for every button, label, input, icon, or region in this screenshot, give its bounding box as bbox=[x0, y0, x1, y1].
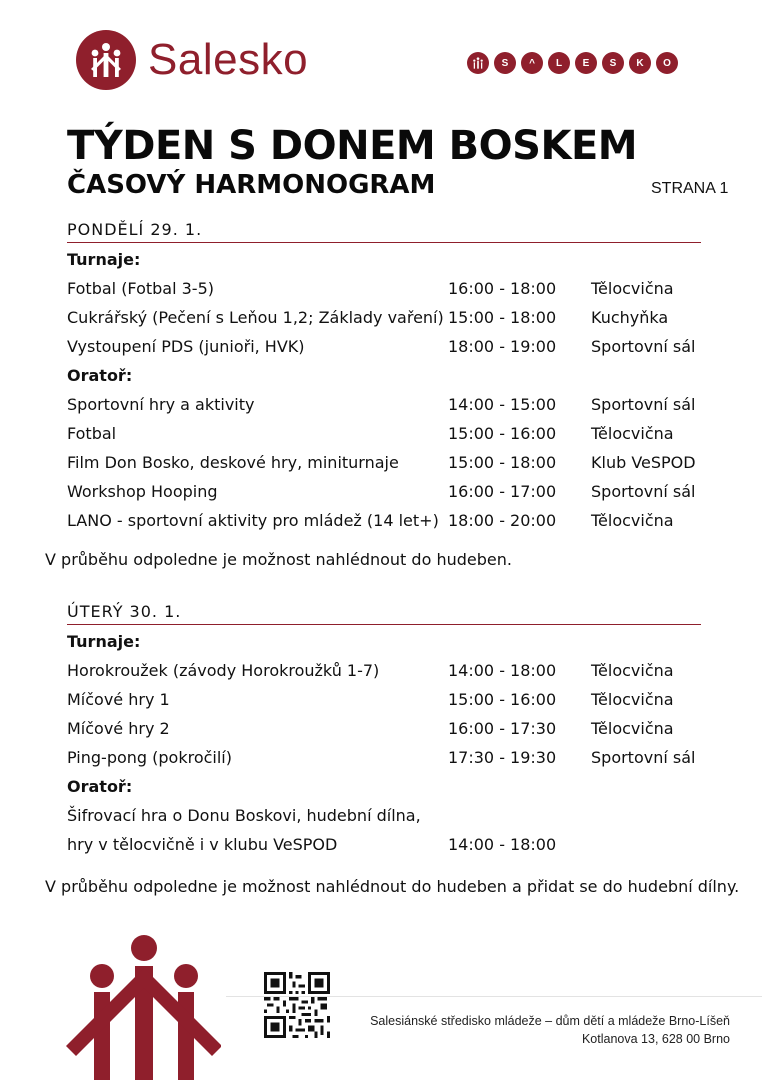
schedule-row bbox=[67, 719, 727, 743]
event-time: 18:00 - 20:00 bbox=[448, 511, 557, 530]
event-time: 16:00 - 17:30 bbox=[448, 719, 557, 738]
people-icon bbox=[467, 52, 489, 74]
event-name: LANO - sportovní aktivity pro mládež (14 let+) bbox=[67, 511, 439, 530]
event-time: 15:00 - 18:00 bbox=[448, 308, 557, 327]
category-label: Turnaje: bbox=[67, 632, 141, 651]
brand-dot: O bbox=[656, 52, 678, 74]
event-time: 18:00 - 19:00 bbox=[448, 337, 557, 356]
brand-dot: S bbox=[602, 52, 624, 74]
day-heading-tuesday: ÚTERÝ 30. 1. bbox=[67, 602, 182, 621]
schedule-row bbox=[67, 395, 727, 419]
event-name: Film Don Bosko, deskové hry, miniturnaje bbox=[67, 453, 399, 472]
event-time: 16:00 - 18:00 bbox=[448, 279, 557, 298]
schedule-row bbox=[67, 748, 727, 772]
brand-dot: L bbox=[548, 52, 570, 74]
event-name: Míčové hry 1 bbox=[67, 690, 170, 709]
event-name: hry v tělocvičně i v klubu VeSPOD bbox=[67, 835, 338, 854]
event-place: Kuchyňka bbox=[591, 308, 669, 327]
event-place: Tělocvična bbox=[591, 511, 674, 530]
schedule-row bbox=[67, 337, 727, 361]
brand-dots bbox=[467, 52, 683, 74]
event-place: Tělocvična bbox=[591, 424, 674, 443]
day-note: V průběhu odpoledne je možnost nahlédnout do hudeben. bbox=[45, 550, 512, 569]
people-icon bbox=[66, 934, 221, 1080]
org-name: Salesiánské středisko mládeže – dům dětí a mládeže Brno-Líšeň bbox=[370, 1014, 730, 1028]
divider bbox=[67, 624, 701, 625]
day-note: V průběhu odpoledne je možnost nahlédnout do hudeben a přidat se do hudební dílny. bbox=[45, 877, 740, 896]
salesko-logo bbox=[76, 30, 308, 90]
event-place: Sportovní sál bbox=[591, 482, 696, 501]
event-time: 15:00 - 16:00 bbox=[448, 424, 557, 443]
schedule-row bbox=[67, 482, 727, 506]
schedule-row bbox=[67, 308, 727, 332]
category-label: Oratoř: bbox=[67, 366, 133, 385]
event-place: Tělocvična bbox=[591, 690, 674, 709]
event-name: Workshop Hooping bbox=[67, 482, 218, 501]
event-place: Tělocvična bbox=[591, 279, 674, 298]
category-label: Turnaje: bbox=[67, 250, 141, 269]
event-time: 17:30 - 19:30 bbox=[448, 748, 557, 767]
brand-dot: K bbox=[629, 52, 651, 74]
event-time: 15:00 - 16:00 bbox=[448, 690, 557, 709]
event-place: Klub VeSPOD bbox=[591, 453, 696, 472]
event-name: Fotbal bbox=[67, 424, 117, 443]
schedule-row bbox=[67, 279, 727, 303]
brand-dot: E bbox=[575, 52, 597, 74]
page-title: TÝDEN S DONEM BOSKEM bbox=[67, 123, 638, 169]
event-place: Sportovní sál bbox=[591, 748, 696, 767]
organization-info bbox=[370, 1012, 730, 1048]
event-place: Tělocvična bbox=[591, 719, 674, 738]
event-place: Tělocvična bbox=[591, 661, 674, 680]
footer-divider bbox=[226, 996, 762, 997]
brand-dot: S bbox=[494, 52, 516, 74]
event-time: 14:00 - 18:00 bbox=[448, 835, 557, 854]
day-heading-monday: PONDĚLÍ 29. 1. bbox=[67, 220, 203, 239]
event-place: Sportovní sál bbox=[591, 395, 696, 414]
event-name: Míčové hry 2 bbox=[67, 719, 170, 738]
event-time: 14:00 - 15:00 bbox=[448, 395, 557, 414]
schedule-row bbox=[67, 511, 727, 535]
brand-name: Salesko bbox=[148, 35, 309, 84]
schedule-row bbox=[67, 690, 727, 714]
divider bbox=[67, 242, 701, 243]
event-name: Sportovní hry a aktivity bbox=[67, 395, 255, 414]
event-name: Ping-pong (pokročilí) bbox=[67, 748, 232, 767]
event-name: Horokroužek (závody Horokroužků 1-7) bbox=[67, 661, 380, 680]
event-name: Šifrovací hra o Donu Boskovi, hudební dílna, bbox=[67, 806, 421, 825]
schedule-row bbox=[67, 453, 727, 477]
event-time: 16:00 - 17:00 bbox=[448, 482, 557, 501]
event-name: Cukrářský (Pečení s Leňou 1,2; Základy vaření) bbox=[67, 308, 444, 327]
org-address: Kotlanova 13, 628 00 Brno bbox=[581, 1032, 730, 1046]
schedule-row bbox=[67, 424, 727, 448]
event-time: 15:00 - 18:00 bbox=[448, 453, 557, 472]
event-name: Vystoupení PDS (junioři, HVK) bbox=[67, 337, 305, 356]
page-subtitle: ČASOVÝ HARMONOGRAM bbox=[67, 170, 436, 200]
schedule-row bbox=[67, 661, 727, 685]
page-number: STRANA 1 bbox=[651, 180, 729, 197]
category-label: Oratoř: bbox=[67, 777, 133, 796]
event-time: 14:00 - 18:00 bbox=[448, 661, 557, 680]
event-name: Fotbal (Fotbal 3-5) bbox=[67, 279, 214, 298]
brand-dot: ^ bbox=[521, 52, 543, 74]
people-icon bbox=[76, 30, 136, 90]
event-place: Sportovní sál bbox=[591, 337, 696, 356]
schedule-row bbox=[67, 835, 727, 859]
qr-code-icon bbox=[264, 972, 330, 1038]
schedule-row bbox=[67, 806, 727, 830]
